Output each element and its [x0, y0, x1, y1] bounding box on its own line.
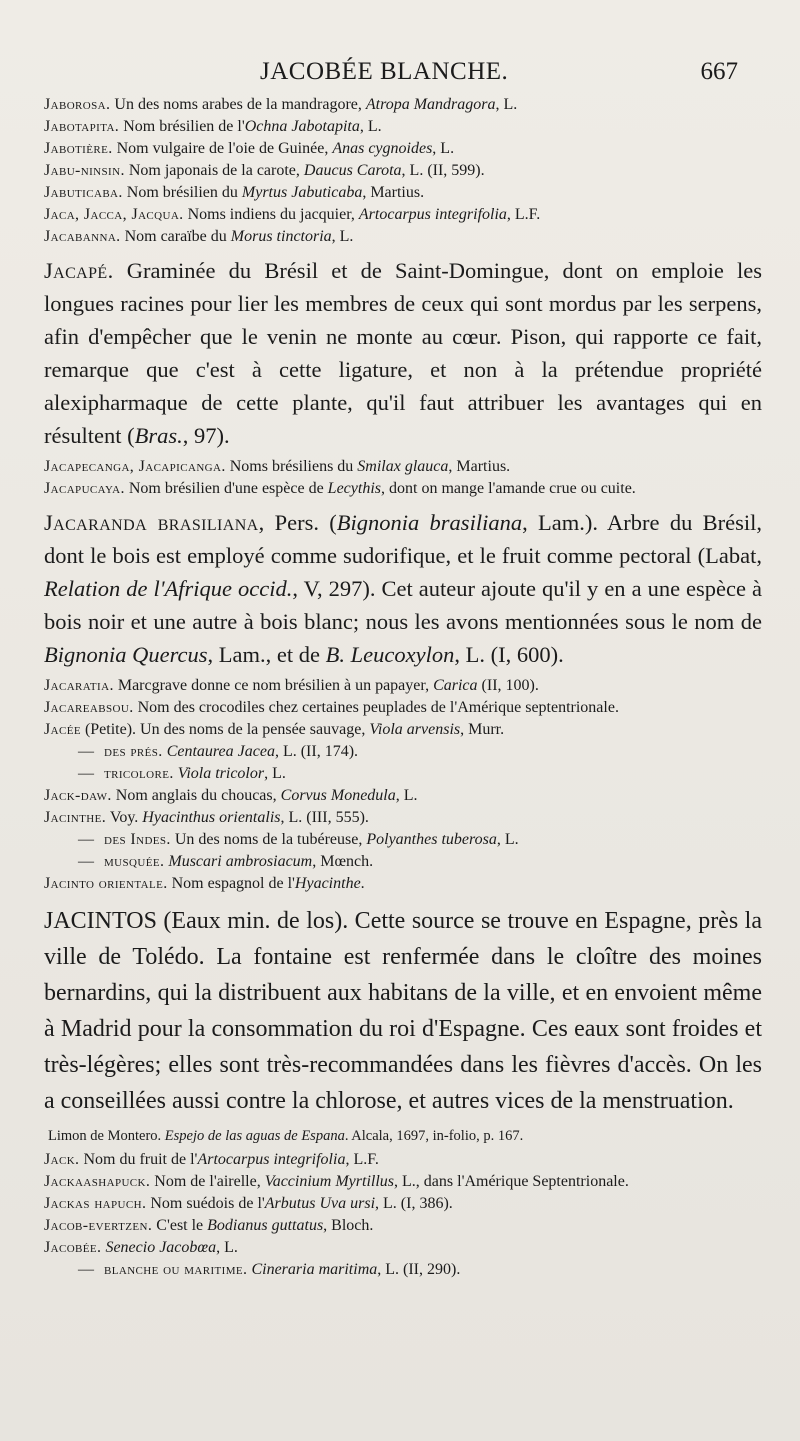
- hw: Jacobée.: [44, 1239, 102, 1256]
- entry-text-end: , L. (II, 290).: [377, 1261, 461, 1278]
- hw: musquée.: [104, 853, 165, 870]
- entry-text-end: , L.: [216, 1239, 238, 1256]
- dictionary-entry: [44, 94, 762, 116]
- dictionary-entry: [44, 873, 762, 895]
- dictionary-entry: [44, 226, 762, 248]
- entries-group-4: [44, 1149, 762, 1281]
- entry-italic: Polyanthes tuberosa: [366, 831, 497, 848]
- hw: Jackaashapuck.: [44, 1173, 151, 1190]
- dictionary-entry: [44, 160, 762, 182]
- entry-italic: Corvus Monedula: [280, 787, 396, 804]
- dictionary-entry: [44, 1193, 762, 1215]
- entry-italic: Viola tricolor: [177, 765, 265, 782]
- headword: JACINTOS: [44, 908, 157, 934]
- entry-text-end: , Mœnch.: [312, 853, 374, 870]
- entry-text: , Pers. (: [258, 510, 337, 535]
- dictionary-entry: [44, 138, 762, 160]
- entry-text: Graminée du Brésil et de Saint-Domingue, dont on emploie les longues racines pour lier les membres de ceux qui sont mordus par les serpens, afin d'empêcher que le venin ne monte au cœur. Pison, qui rapporte ce fait, remarque que c'est à cette ligature, et non à la prétendue propriété alexipharmaque de cette plante, qu'il faut attribuer les avantages qui en résultent (: [44, 258, 762, 448]
- running-header: [0, 58, 800, 92]
- entry-text: Voy.: [106, 809, 143, 826]
- hw: Jacob-evertzen.: [44, 1217, 153, 1234]
- hw: Jabuticaba.: [44, 184, 123, 201]
- dictionary-entry: [44, 1259, 762, 1281]
- entry-text: , L. (I, 600).: [454, 642, 564, 667]
- ref-title: Espejo de las aguas de Espana: [164, 1128, 345, 1144]
- page-number: 667: [700, 58, 738, 85]
- entry-italic: Viola arvensis: [369, 721, 461, 738]
- entry-text-end: , L.: [264, 765, 286, 782]
- dictionary-entry: [44, 829, 762, 851]
- hw: Jabotière.: [44, 140, 113, 157]
- entry-text: Nom caraïbe du: [120, 228, 231, 245]
- dictionary-entry: [44, 456, 762, 478]
- entry-italic: Myrtus Jabuticaba: [241, 184, 363, 201]
- entry-italic: Bignonia brasiliana: [336, 510, 523, 535]
- dictionary-entry: [44, 851, 762, 873]
- entry-text-end: , L.: [331, 228, 354, 245]
- dictionary-entry: [44, 741, 762, 763]
- entry-italic: B. Leucoxylon: [325, 642, 455, 667]
- dictionary-entry: [44, 763, 762, 785]
- entry-text: Nom brésilien du: [122, 184, 242, 201]
- entry-italic: Senecio Jacobœa: [105, 1239, 217, 1256]
- dictionary-entry: [44, 807, 762, 829]
- entry-text-end: , L.F.: [506, 206, 541, 223]
- entry-italic: Morus tinctoria: [230, 228, 332, 245]
- entry-text-end: , dont on mange l'amande crue ou cuite.: [381, 480, 636, 497]
- entry-text: , V, 297). Cet auteur ajoute qu'il y en a une espèce à bois noir et une autre à bois blanc; nous les avons mentionnées sous le nom de: [44, 576, 763, 634]
- entry-text-end: , 97).: [182, 423, 230, 448]
- dictionary-entry: [44, 478, 762, 500]
- entry-text: (Eaux min. de los). Cette source se trouve en Espagne, près la ville de Tolédo. La fontaine est renfermée dans le cloître des moines bernardins, qui la distribuent aux habitans de la ville, et en envoient même à Madrid pour la consommation du roi d'Espagne. Ces eaux sont froides et très-légères; elles sont très-recommandées dans les fièvres d'accès. On les a conseillées aussi contre la chlorose, et autres vices de la menstruation.: [44, 908, 762, 1114]
- entry-italic: Bodianus guttatus: [207, 1217, 324, 1234]
- hw: Jacabanna.: [44, 228, 121, 245]
- hw: Jacinthe.: [44, 809, 107, 826]
- entry-text: , Lam.). Arbre du Brésil, dont le bois est employé comme sudorifique, et le fruit comme pectoral (Labat,: [44, 510, 763, 568]
- dictionary-entry: [44, 182, 762, 204]
- entry-text: Marcgrave donne ce nom brésilien à un papayer,: [113, 677, 434, 694]
- entry-italic: Muscari ambrosiacum: [168, 853, 313, 870]
- ditto-dash: —: [78, 853, 94, 870]
- entry-italic: Lecythis: [327, 480, 381, 497]
- entries-group-2: [44, 456, 762, 500]
- hw: Jacapecanga, Jacapicanga.: [44, 458, 226, 475]
- headword: Jacaranda brasiliana: [44, 510, 259, 535]
- entry-jacape: [44, 254, 762, 452]
- entry-italic: Atropa Mandragora: [365, 96, 496, 113]
- entry-italic: Bras.: [134, 423, 183, 448]
- entry-italic: Centaurea Jacea: [166, 743, 275, 760]
- entry-text-end: , L.: [496, 831, 519, 848]
- ditto-dash: —: [78, 1261, 94, 1278]
- entry-italic: Hyacinthus orientalis: [142, 809, 281, 826]
- ditto-dash: —: [78, 765, 94, 782]
- hw: des Indes.: [104, 831, 171, 848]
- running-title: JACOBÉE BLANCHE.: [260, 58, 509, 85]
- entry-italic: Daucus Carota: [303, 162, 402, 179]
- entry-italic: Cineraria maritima: [251, 1261, 378, 1278]
- entry-text: Nom espagnol de l': [167, 875, 295, 892]
- entry-text-end: , L.F.: [345, 1151, 379, 1168]
- entry-italic: Smilax glauca: [357, 458, 449, 475]
- hw: Jacapucaya.: [44, 480, 125, 497]
- entry-text-end: , Martius.: [362, 184, 425, 201]
- entry-text-end: (II, 100).: [477, 677, 539, 694]
- headword: Jacapé.: [44, 258, 114, 283]
- hw: tricolore.: [104, 765, 174, 782]
- dictionary-entry: [44, 1215, 762, 1237]
- entry-text: C'est le: [152, 1217, 208, 1234]
- dictionary-entry: [44, 1237, 762, 1259]
- dictionary-entry: [44, 697, 762, 719]
- hw: Jabotapita.: [44, 118, 120, 135]
- entry-text-end: , L. (I, 386).: [375, 1195, 453, 1212]
- entry-text-end: , L., dans l'Amérique Septentrionale.: [394, 1173, 629, 1190]
- hw: blanche ou maritime.: [104, 1261, 248, 1278]
- page-body: [44, 94, 762, 1281]
- dictionary-entry: [44, 204, 762, 226]
- entry-text: Nom suédois de l': [146, 1195, 265, 1212]
- entry-text: Nom anglais du choucas,: [111, 787, 281, 804]
- ref-author: Limon de Montero.: [48, 1128, 165, 1144]
- dictionary-entry: [44, 675, 762, 697]
- hw: Jacinto orientale.: [44, 875, 168, 892]
- ref-details: . Alcala, 1697, in-folio, p. 167.: [344, 1128, 524, 1144]
- hw: Jackas hapuch.: [44, 1195, 147, 1212]
- hw: Jacée: [44, 721, 81, 738]
- dictionary-entry: [44, 116, 762, 138]
- entry-italic: Anas cygnoides: [332, 140, 433, 157]
- entry-text-end: , Bloch.: [323, 1217, 374, 1234]
- entry-italic: Arbutus Uva ursi: [264, 1195, 376, 1212]
- entry-text: Nom brésilien de l': [119, 118, 245, 135]
- ditto-dash: —: [78, 831, 94, 848]
- entry-text-end: , L.: [359, 118, 382, 135]
- entry-text-end: , L. (II, 599).: [401, 162, 485, 179]
- entry-italic: Ochna Jabotapita: [244, 118, 360, 135]
- entry-text-end: , Martius.: [448, 458, 511, 475]
- entry-text-end: , L.: [395, 787, 418, 804]
- entry-text-end: .: [360, 875, 365, 892]
- entry-text: Un des noms de la tubéreuse,: [170, 831, 367, 848]
- entry-text-end: , L.: [432, 140, 455, 157]
- dictionary-entry: [44, 785, 762, 807]
- entry-italic: Vaccinium Myrtillus: [264, 1173, 395, 1190]
- entry-jacintos: [44, 903, 762, 1119]
- entry-text-end: , L. (III, 555).: [280, 809, 369, 826]
- hw: des prés.: [104, 743, 163, 760]
- entry-text: Nom brésilien d'une espèce de: [124, 480, 328, 497]
- hw: Jaca, Jacca, Jacqua.: [44, 206, 184, 223]
- dictionary-entry: [44, 1149, 762, 1171]
- hw: Jacaratia.: [44, 677, 114, 694]
- entry-text: Noms indiens du jacquier,: [183, 206, 359, 223]
- entry-text-end: , L.: [495, 96, 518, 113]
- entry-text: Nom de l'airelle,: [150, 1173, 265, 1190]
- entry-text-end: , L. (II, 174).: [274, 743, 359, 760]
- bibliographic-reference: [44, 1125, 762, 1147]
- entry-italic: Hyacinthe: [294, 875, 361, 892]
- entry-text: Nom du fruit de l': [79, 1151, 198, 1168]
- hw: Jacareabsou.: [44, 699, 134, 716]
- entry-text: Nom vulgaire de l'oie de Guinée,: [112, 140, 333, 157]
- hw: Jack.: [44, 1151, 80, 1168]
- hw: Jabu-ninsin.: [44, 162, 125, 179]
- entry-italic: Bignonia Quercus: [44, 642, 208, 667]
- hw: Jaborosa.: [44, 96, 111, 113]
- entry-text: Nom japonais de la carote,: [124, 162, 304, 179]
- entry-text-end: , Murr.: [460, 721, 505, 738]
- entries-group-3: [44, 675, 762, 895]
- entry-italic: Artocarpus integrifolia: [197, 1151, 346, 1168]
- dictionary-entry: [44, 1171, 762, 1193]
- entry-text: Noms brésiliens du: [225, 458, 358, 475]
- entry-text: Nom des crocodiles chez certaines peuplades de l'Amérique septentrionale.: [133, 699, 619, 716]
- hw: Jack-daw.: [44, 787, 112, 804]
- entries-group-1: [44, 94, 762, 248]
- entry-text: , Lam., et de: [207, 642, 326, 667]
- ditto-dash: —: [78, 743, 94, 760]
- entry-text: (Petite). Un des noms de la pensée sauvage,: [80, 721, 370, 738]
- entry-text: Un des noms arabes de la mandragore,: [110, 96, 366, 113]
- dictionary-entry: [44, 719, 762, 741]
- entry-jacaranda: [44, 506, 762, 671]
- entry-italic: Artocarpus integrifolia: [358, 206, 507, 223]
- entry-italic: Relation de l'Afrique occid.: [44, 576, 293, 601]
- entry-italic: Carica: [433, 677, 478, 694]
